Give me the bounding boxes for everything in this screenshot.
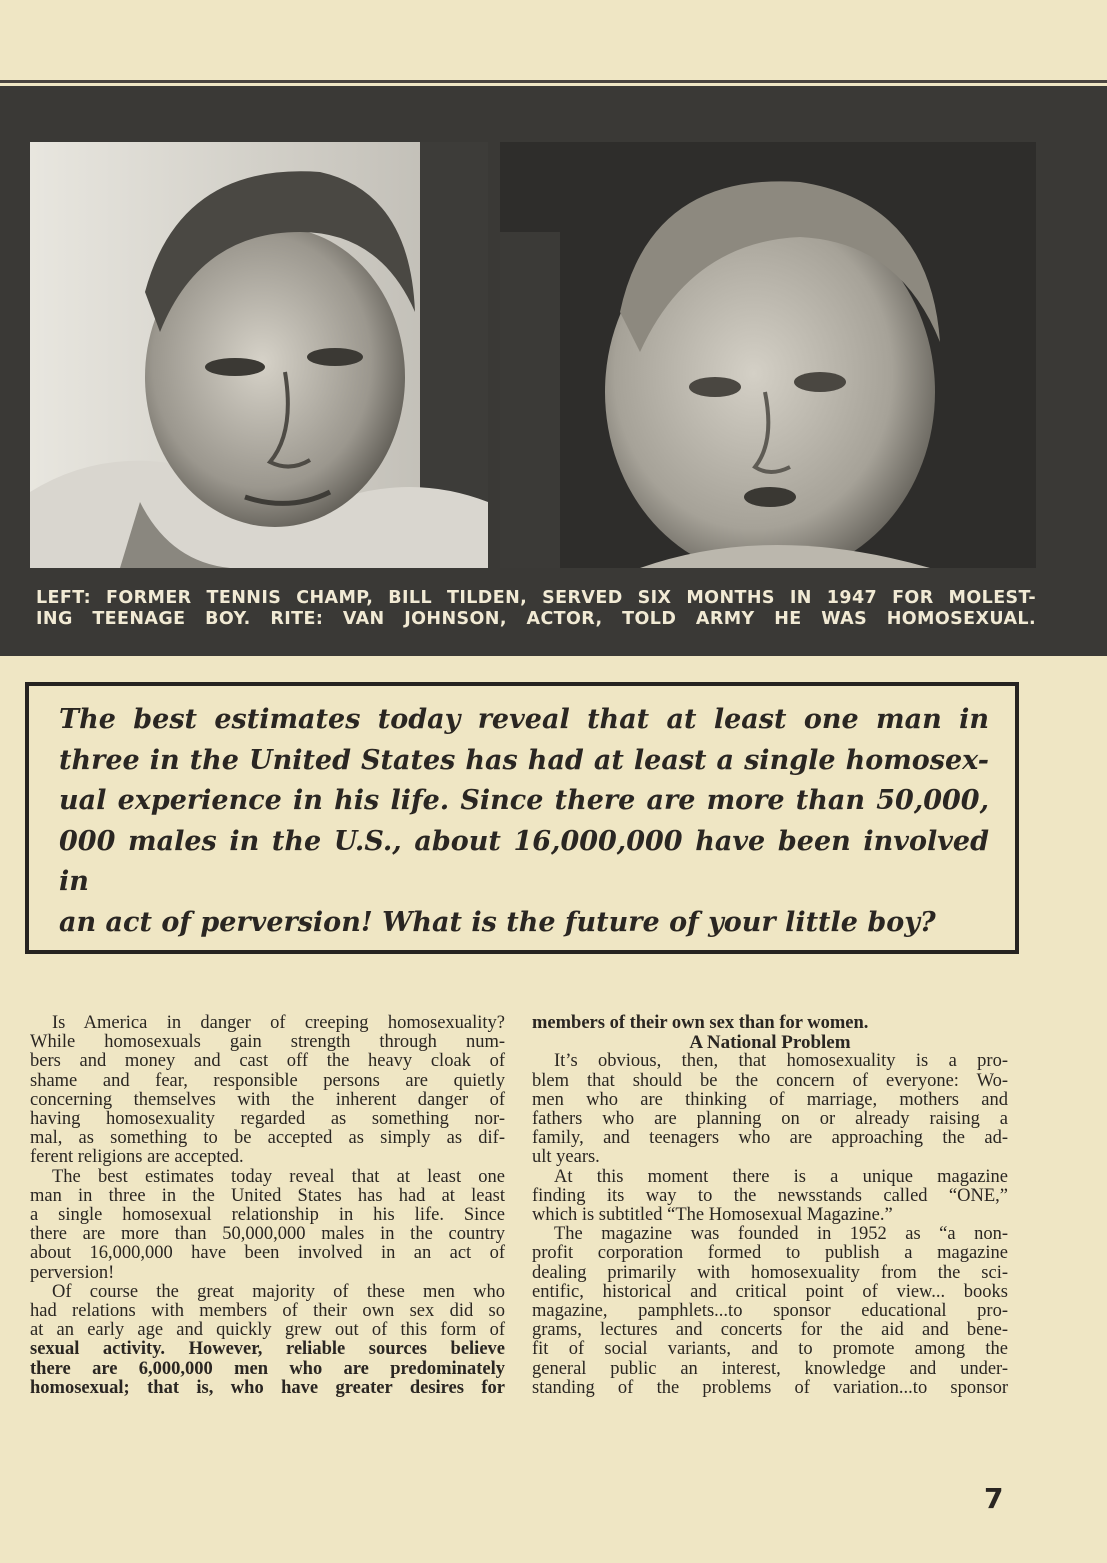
quote-line: The best estimates today reveal that at least one man in xyxy=(59,704,989,735)
text-line: sexual activity. However, reliable sources believe xyxy=(30,1339,505,1360)
text-line: mal, as something to be accepted as simply as dif- xyxy=(30,1128,505,1149)
text-line: man in three in the United States has had at least xyxy=(30,1185,505,1206)
pull-quote-text xyxy=(59,700,989,943)
pull-quote-box xyxy=(25,682,1019,954)
text-line: Is America in danger of creeping homosexuality? xyxy=(52,1013,505,1033)
text-line: The best estimates today reveal that at least one xyxy=(52,1166,505,1187)
article-column-right xyxy=(532,1014,1008,1398)
text-line: there are 6,000,000 men who are predominately xyxy=(30,1358,505,1379)
text-line: entific, historical and critical point of view... books xyxy=(532,1281,1008,1302)
text-line: It’s obvious, then, that homosexuality is a pro- xyxy=(554,1051,1008,1072)
photo-caption xyxy=(36,588,1036,630)
text-line: finding its way to the newsstands called “ONE,” xyxy=(532,1185,1008,1206)
photo-van-johnson xyxy=(500,142,1036,568)
text-line: about 16,000,000 have been involved in an act of xyxy=(30,1243,505,1264)
text-line: a single homosexual relationship in his life. Since xyxy=(30,1205,505,1226)
section-subhead: A National Problem xyxy=(689,1032,851,1054)
text-line: dealing primarily with homosexuality from the sci- xyxy=(532,1262,1008,1283)
quote-line: an act of perversion! What is the future of your little boy? xyxy=(59,906,936,938)
caption-line: ING TEENAGE BOY. RITE: VAN JOHNSON, ACTOR, TOLD ARMY HE WAS HOMOSEXUAL. xyxy=(36,609,1036,629)
text-line: grams, lectures and concerts for the aid and bene- xyxy=(532,1320,1008,1341)
text-line: men who are thinking of marriage, mothers and xyxy=(532,1089,1008,1110)
text-line: fathers who are planning on or already raising a xyxy=(532,1109,1008,1130)
text-line: general public an interest, knowledge and under- xyxy=(532,1358,1008,1379)
article-column-left xyxy=(30,1014,505,1398)
page-number: 7 xyxy=(984,1482,1004,1515)
text-line: at an early age and quickly grew out of this form of xyxy=(30,1320,505,1341)
text-line: shame and fear, responsible persons are quietly xyxy=(30,1070,505,1091)
text-line: Of course the great majority of these men who xyxy=(52,1281,505,1302)
text-line: magazine, pamphlets...to sponsor educational pro- xyxy=(532,1301,1008,1322)
text-line: ult years. xyxy=(532,1147,600,1168)
photo-bill-tilden xyxy=(30,142,488,568)
text-line: concerning themselves with the inherent danger of xyxy=(30,1089,505,1110)
text-line: which is subtitled “The Homosexual Magazine.” xyxy=(532,1205,893,1226)
text-line: The magazine was founded in 1952 as “a non- xyxy=(554,1224,1008,1245)
top-rule xyxy=(0,80,1107,83)
quote-line: three in the United States has had at least a single homosex- xyxy=(59,744,989,776)
text-line: ferent religions are accepted. xyxy=(30,1147,244,1168)
text-line: perversion! xyxy=(30,1262,115,1283)
text-line: While homosexuals gain strength through num- xyxy=(30,1032,505,1053)
text-line: having homosexuality regarded as something nor- xyxy=(30,1109,505,1130)
text-line: At this moment there is a unique magazine xyxy=(554,1166,1008,1187)
text-line: there are more than 50,000,000 males in the country xyxy=(30,1224,505,1245)
text-line: members of their own sex than for women. xyxy=(532,1013,869,1033)
text-line: bers and money and cast off the heavy cloak of xyxy=(30,1051,505,1072)
quote-line: 000 males in the U.S., about 16,000,000 have been involved in xyxy=(59,825,989,897)
quote-line: ual experience in his life. Since there are more than 50,000, xyxy=(59,785,989,816)
text-line: standing of the problems of variation...to sponsor xyxy=(532,1377,1008,1398)
text-line: homosexual; that is, who have greater desires for xyxy=(30,1377,505,1398)
text-line: profit corporation formed to publish a magazine xyxy=(532,1243,1008,1264)
text-line: had relations with members of their own sex did so xyxy=(30,1301,505,1322)
text-line: blem that should be the concern of everyone: Wo- xyxy=(532,1070,1008,1091)
caption-line: LEFT: FORMER TENNIS CHAMP, BILL TILDEN, SERVED SIX MONTHS IN 1947 FOR MOLEST- xyxy=(36,588,1036,608)
text-line: fit of social variants, and to promote among the xyxy=(532,1339,1008,1360)
text-line: family, and teenagers who are approaching the ad- xyxy=(532,1128,1008,1149)
